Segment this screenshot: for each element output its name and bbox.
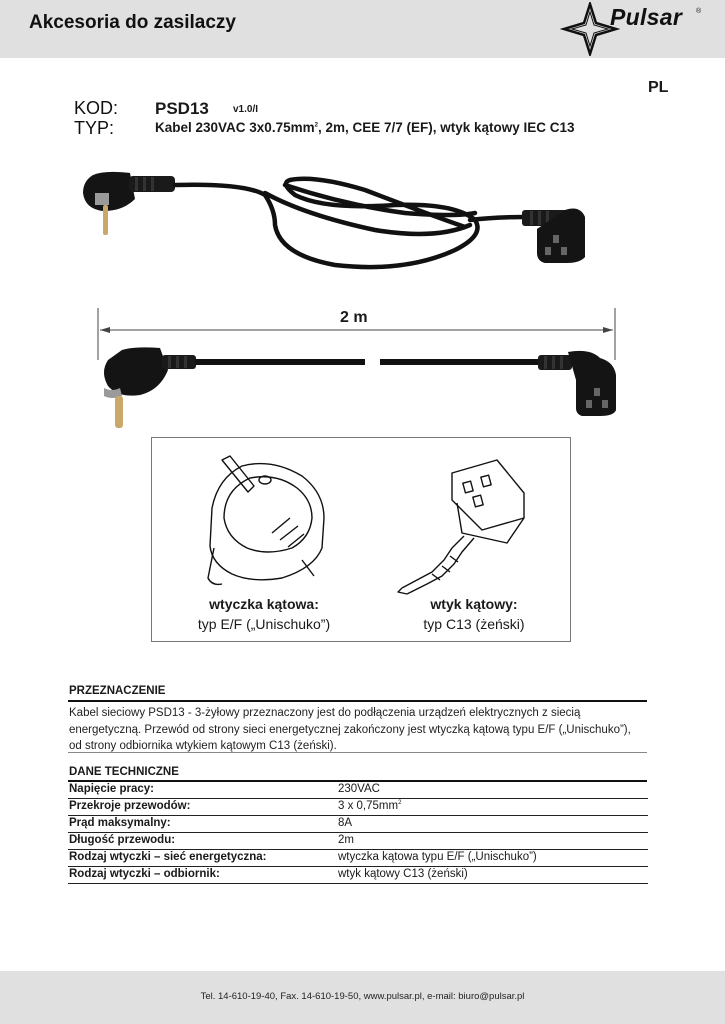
header-bar — [0, 0, 725, 58]
table-row — [68, 782, 648, 799]
table-row — [68, 833, 648, 850]
spec-label: Rodzaj wtyczki – sieć energetyczna: — [69, 851, 267, 863]
connector-drawing-title: wtyk kątowy: — [430, 596, 518, 612]
connector-drawing-subtitle: typ C13 (żeński) — [423, 616, 525, 632]
spec-label: Prąd maksymalny: — [69, 817, 171, 829]
specs-heading: DANE TECHNICZNE — [69, 766, 179, 778]
spec-value: 8A — [338, 817, 353, 829]
contact-info: Tel. 14-610-19-40, Fax. 14-610-19-50, www.pulsar.pl, e-mail: biuro@pulsar.pl — [200, 991, 525, 1002]
spec-value: wtyczka kątowa typu E/F („Unischuko”) — [338, 851, 537, 863]
spec-value-superscript: 2 — [398, 800, 402, 807]
table-row — [68, 850, 648, 867]
purpose-rule — [68, 700, 647, 702]
type-text-part-2: , 2m, CEE 7/7 (EF), wtyk kątowy IEC C13 — [317, 120, 575, 135]
purpose-description: Kabel sieciowy PSD13 - 3-żyłowy przeznaczony jest do podłączenia urządzeń elektrycznych z siecią energetyczną. Przewód od strony sieci energetycznej zakończony jest wtyczką kątową typu E/F („Unischuko”), od strony odbiornika wtykiem kątowym C13 (żeński). — [69, 707, 631, 752]
table-row — [68, 799, 648, 816]
table-row — [68, 816, 648, 833]
spec-value — [338, 800, 401, 812]
spec-label: Napięcie pracy: — [69, 783, 155, 795]
purpose-heading: PRZEZNACZENIE — [69, 685, 166, 697]
plug-drawing-title: wtyczka kątowa: — [209, 596, 319, 612]
product-version: v1.0/I — [233, 104, 259, 115]
page-category-title: Akcesoria do zasilaczy — [29, 12, 236, 33]
connector-line-drawings — [152, 438, 572, 643]
brand-name: Pulsar — [610, 4, 683, 30]
type-superscript: 2 — [314, 122, 318, 129]
pulsar-logo — [560, 2, 710, 56]
spec-value: 2m — [338, 834, 354, 846]
spec-label: Długość przewodu: — [69, 834, 176, 846]
registered-mark: ® — [696, 8, 702, 15]
connector-drawings-panel — [151, 437, 571, 642]
coiled-cable-photo — [75, 165, 635, 280]
plug-drawing-subtitle: typ E/F („Unischuko”) — [197, 616, 331, 632]
table-row — [68, 867, 648, 884]
type-text-part-1: Kabel 230VAC 3x0.75mm — [155, 120, 315, 135]
spec-value: wtyk kątowy C13 (żeński) — [338, 868, 468, 880]
spec-value-text: 3 x 0,75mm — [338, 800, 399, 812]
type-label: TYP: — [74, 118, 115, 138]
language-code: PL — [648, 79, 669, 96]
spec-label: Przekroje przewodów: — [69, 800, 191, 812]
product-type — [155, 120, 575, 135]
specs-table — [68, 782, 648, 884]
footer-bar — [0, 971, 725, 1024]
code-label: KOD: — [74, 98, 119, 118]
spec-label: Rodzaj wtyczki – odbiornik: — [69, 868, 220, 880]
purpose-bottom-rule — [68, 752, 647, 753]
product-code: PSD13 — [155, 99, 209, 118]
spec-value: 230VAC — [338, 783, 380, 795]
length-dimension-label: 2 m — [340, 309, 368, 326]
